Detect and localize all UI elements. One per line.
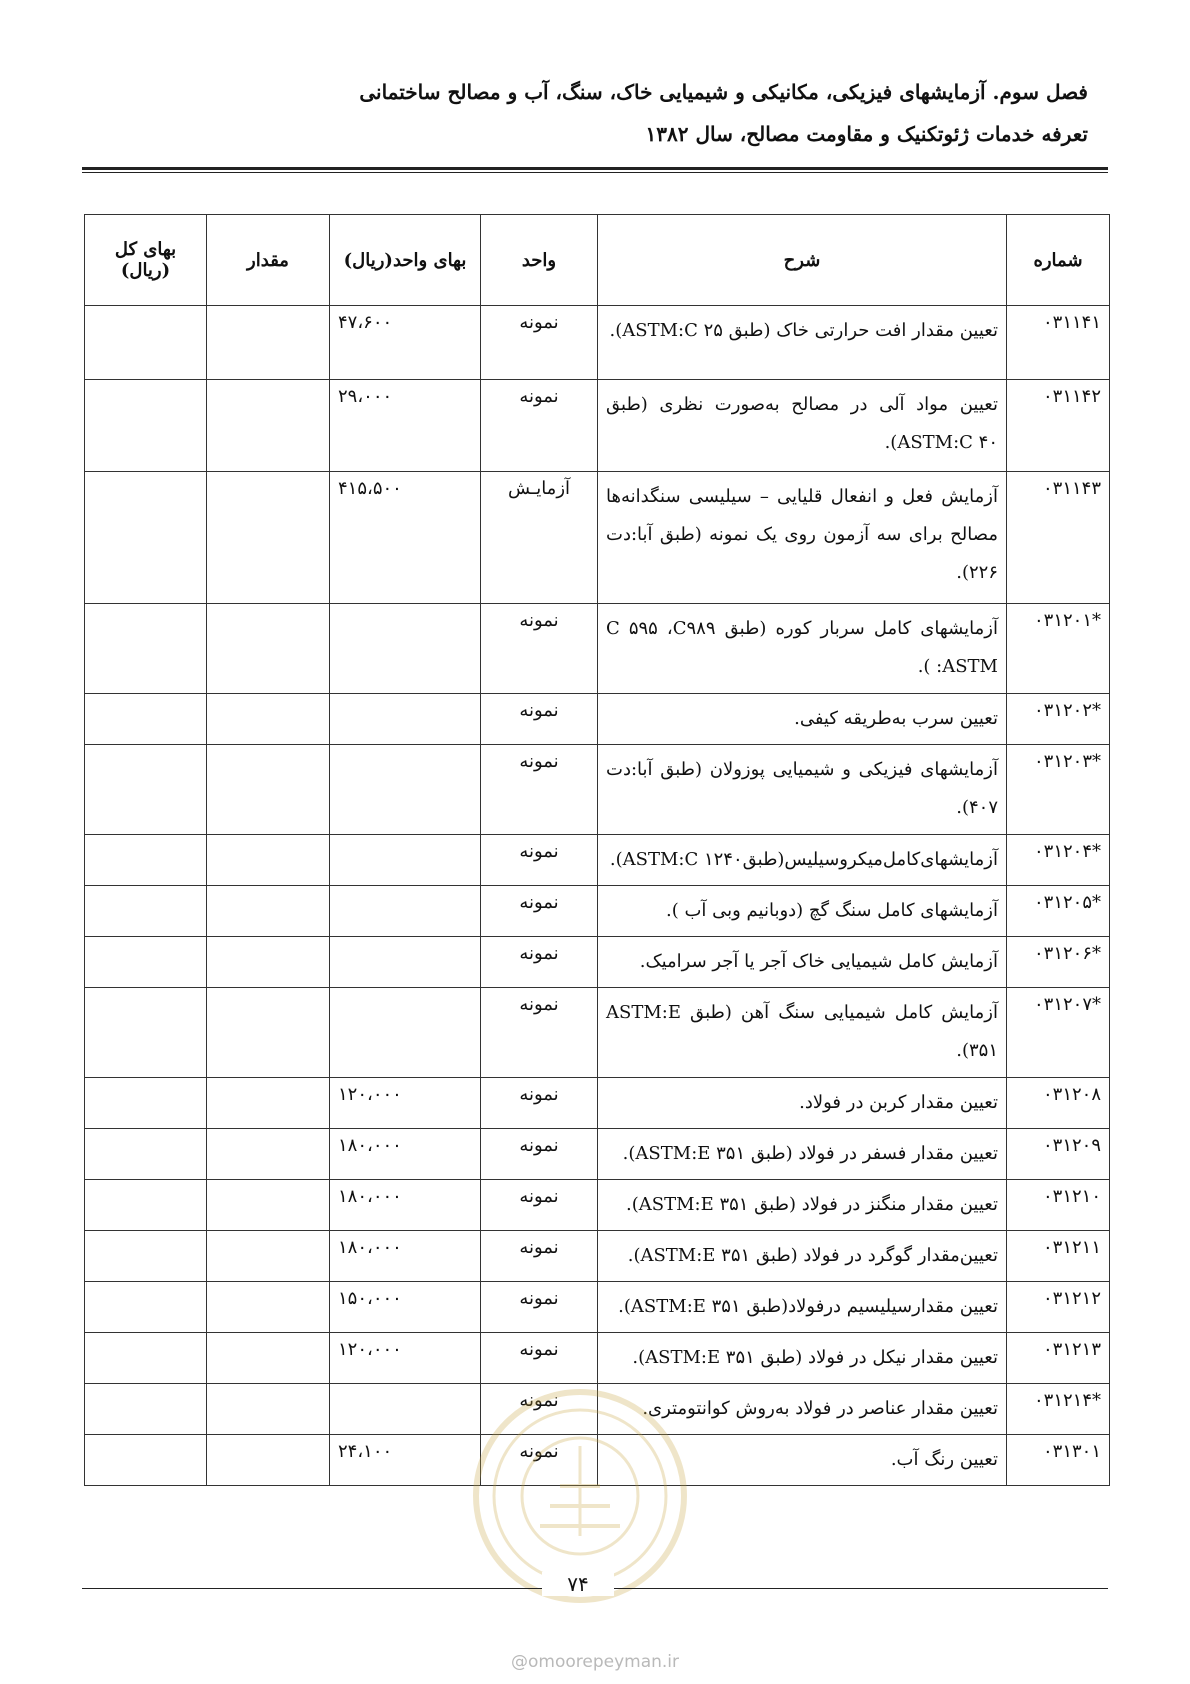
- item-quantity: [207, 604, 330, 694]
- table-row: [85, 988, 1110, 1078]
- table-row: [85, 745, 1110, 835]
- item-quantity: [207, 380, 330, 472]
- item-number: *۰۳۱۲۰۲: [1007, 694, 1110, 745]
- item-unit: نمونه: [481, 1333, 598, 1384]
- item-unit-price: ۱۵۰،۰۰۰: [330, 1282, 481, 1333]
- column-header-total-price: بهای کل (ریال): [85, 215, 207, 306]
- item-total-price: [85, 745, 207, 835]
- item-unit-price: ۱۸۰،۰۰۰: [330, 1180, 481, 1231]
- item-description: آزمایشهای‌کامل‌میکروسیلیس(طبق‌ASTM:C ۱۲۴۰).: [598, 835, 1007, 886]
- item-total-price: [85, 1129, 207, 1180]
- item-unit: نمونه: [481, 1180, 598, 1231]
- item-unit: نمونه: [481, 937, 598, 988]
- item-total-price: [85, 988, 207, 1078]
- item-unit-price: ۱۲۰،۰۰۰: [330, 1333, 481, 1384]
- item-total-price: [85, 1078, 207, 1129]
- page-header: [88, 78, 1088, 148]
- item-number: ۰۳۱۱۴۳: [1007, 472, 1110, 604]
- table-row: [85, 1231, 1110, 1282]
- column-header-description: شرح: [598, 215, 1007, 306]
- item-unit: نمونه: [481, 1384, 598, 1435]
- item-quantity: [207, 306, 330, 380]
- item-total-price: [85, 886, 207, 937]
- item-unit-price: ۱۲۰،۰۰۰: [330, 1078, 481, 1129]
- item-unit: نمونه: [481, 1282, 598, 1333]
- table-row: [85, 835, 1110, 886]
- item-total-price: [85, 380, 207, 472]
- item-quantity: [207, 1333, 330, 1384]
- item-total-price: [85, 937, 207, 988]
- table-body: [85, 306, 1110, 1486]
- item-description: تعیین مقدار منگنز در فولاد (طبق ASTM:E ۳۵۱).: [598, 1180, 1007, 1231]
- item-unit: نمونه: [481, 988, 598, 1078]
- item-description: آزمایشهای فیزیکی و شیمیایی پوزولان (طبق آبا:دت ۴۰۷).: [598, 745, 1007, 835]
- item-number: *۰۳۱۲۱۴: [1007, 1384, 1110, 1435]
- table-row: [85, 937, 1110, 988]
- item-number: ۰۳۱۳۰۱: [1007, 1435, 1110, 1486]
- item-total-price: [85, 694, 207, 745]
- item-unit-price: ۱۸۰،۰۰۰: [330, 1231, 481, 1282]
- header-rule-thick: [82, 167, 1108, 170]
- table-row: [85, 604, 1110, 694]
- item-quantity: [207, 886, 330, 937]
- item-description: تعیین سرب به‌طریقه کیفی.: [598, 694, 1007, 745]
- item-number: ۰۳۱۲۰۹: [1007, 1129, 1110, 1180]
- tariff-table: [84, 214, 1110, 1486]
- item-total-price: [85, 472, 207, 604]
- item-unit-price: ۲۹،۰۰۰: [330, 380, 481, 472]
- item-unit-price: ۱۸۰،۰۰۰: [330, 1129, 481, 1180]
- table-row: [85, 886, 1110, 937]
- item-unit: نمونه: [481, 835, 598, 886]
- item-unit-price: [330, 604, 481, 694]
- item-quantity: [207, 694, 330, 745]
- item-total-price: [85, 1282, 207, 1333]
- item-unit: نمونه: [481, 380, 598, 472]
- item-unit: نمونه: [481, 1078, 598, 1129]
- item-total-price: [85, 1231, 207, 1282]
- item-unit-price: ۴۱۵،۵۰۰: [330, 472, 481, 604]
- item-unit: نمونه: [481, 1435, 598, 1486]
- item-number: ۰۳۱۲۰۸: [1007, 1078, 1110, 1129]
- footer-rule-left: [82, 1588, 542, 1589]
- item-description: تعیین مقدار افت حرارتی خاک (طبق ASTM:C ۲۵).: [598, 306, 1007, 380]
- item-total-price: [85, 1180, 207, 1231]
- item-number: *۰۳۱۲۰۷: [1007, 988, 1110, 1078]
- table-row: [85, 306, 1110, 380]
- item-unit: نمونه: [481, 306, 598, 380]
- item-unit: نمونه: [481, 1231, 598, 1282]
- table-row: [85, 1078, 1110, 1129]
- item-description: آزمایش کامل شیمیایی سنگ آهن (طبق ASTM:E ۳۵۱).: [598, 988, 1007, 1078]
- column-header-number: شماره: [1007, 215, 1110, 306]
- item-unit-price: [330, 694, 481, 745]
- item-unit-price: [330, 988, 481, 1078]
- item-unit: آزمایـش: [481, 472, 598, 604]
- item-unit-price: ۴۷،۶۰۰: [330, 306, 481, 380]
- item-number: *۰۳۱۲۰۵: [1007, 886, 1110, 937]
- item-unit: نمونه: [481, 745, 598, 835]
- item-unit-price: [330, 937, 481, 988]
- item-unit-price: [330, 835, 481, 886]
- item-unit-price: [330, 886, 481, 937]
- item-quantity: [207, 1231, 330, 1282]
- page-number: ۷۴: [542, 1572, 614, 1596]
- item-total-price: [85, 1333, 207, 1384]
- table-row: [85, 1384, 1110, 1435]
- item-description: تعیین مقدارسیلیسیم درفولاد(طبق ASTM:E ۳۵۱).: [598, 1282, 1007, 1333]
- table-row: [85, 380, 1110, 472]
- footer-rule-right: [614, 1588, 1108, 1589]
- table-row: [85, 1333, 1110, 1384]
- item-quantity: [207, 1282, 330, 1333]
- item-quantity: [207, 1384, 330, 1435]
- item-quantity: [207, 835, 330, 886]
- item-quantity: [207, 472, 330, 604]
- column-header-unit: واحد: [481, 215, 598, 306]
- column-header-quantity: مقدار: [207, 215, 330, 306]
- item-unit-price: [330, 1384, 481, 1435]
- item-number: ۰۳۱۱۴۱: [1007, 306, 1110, 380]
- item-total-price: [85, 1435, 207, 1486]
- chapter-title: فصل سوم. آزمایشهای فیزیکی، مکانیکی و شیمیایی خاک، سنگ، آب و مصالح ساختمانی: [359, 80, 1088, 104]
- item-unit-price: ۲۴،۱۰۰: [330, 1435, 481, 1486]
- item-description: آزمایشهای کامل سربار کوره (طبق C ۵۹۵ ،C۹۸۹ ASTM: ).: [598, 604, 1007, 694]
- item-number: *۰۳۱۲۰۳: [1007, 745, 1110, 835]
- item-number: ۰۳۱۲۱۲: [1007, 1282, 1110, 1333]
- table-header-row: [85, 215, 1110, 306]
- item-description: آزمایشهای کامل سنگ گچ (دوبانیم وبی آب ).: [598, 886, 1007, 937]
- item-unit-price: [330, 745, 481, 835]
- item-number: *۰۳۱۲۰۴: [1007, 835, 1110, 886]
- item-quantity: [207, 1435, 330, 1486]
- header-rule-thin: [82, 172, 1108, 173]
- item-number: ۰۳۱۲۱۳: [1007, 1333, 1110, 1384]
- item-description: تعیین مقدار نیکل در فولاد (طبق ASTM:E ۳۵۱).: [598, 1333, 1007, 1384]
- table-row: [85, 1180, 1110, 1231]
- item-quantity: [207, 1078, 330, 1129]
- item-unit: نمونه: [481, 604, 598, 694]
- item-description: تعیین‌مقدار گوگرد در فولاد (طبق ASTM:E ۳۵۱).: [598, 1231, 1007, 1282]
- item-unit: نمونه: [481, 1129, 598, 1180]
- item-total-price: [85, 306, 207, 380]
- item-description: آزمایش کامل شیمیایی خاک آجر یا آجر سرامیک.: [598, 937, 1007, 988]
- table-row: [85, 1435, 1110, 1486]
- item-description: تعیین مواد آلی در مصالح به‌صورت نظری (طبق ASTM:C ۴۰).: [598, 380, 1007, 472]
- table-row: [85, 1129, 1110, 1180]
- item-number: ۰۳۱۲۱۰: [1007, 1180, 1110, 1231]
- item-number: *۰۳۱۲۰۱: [1007, 604, 1110, 694]
- item-total-price: [85, 835, 207, 886]
- item-description: تعیین مقدار کربن در فولاد.: [598, 1078, 1007, 1129]
- item-description: آزمایش فعل و انفعال قلیایی – سیلیسی سنگدانه‌ها مصالح برای سه آزمون روی یک نمونه (طبق آبا:دت ۲۲۶).: [598, 472, 1007, 604]
- item-quantity: [207, 1180, 330, 1231]
- item-quantity: [207, 937, 330, 988]
- table-row: [85, 472, 1110, 604]
- item-description: تعیین مقدار فسفر در فولاد (طبق ASTM:E ۳۵۱).: [598, 1129, 1007, 1180]
- item-description: تعیین رنگ آب.: [598, 1435, 1007, 1486]
- item-quantity: [207, 1129, 330, 1180]
- item-number: ۰۳۱۱۴۲: [1007, 380, 1110, 472]
- item-quantity: [207, 745, 330, 835]
- item-total-price: [85, 604, 207, 694]
- column-header-unit-price: بهای واحد(ریال): [330, 215, 481, 306]
- item-total-price: [85, 1384, 207, 1435]
- document-title: تعرفه خدمات ژئوتکنیک و مقاومت مصالح، سال ۱۳۸۲: [645, 122, 1088, 146]
- item-number: *۰۳۱۲۰۶: [1007, 937, 1110, 988]
- item-unit: نمونه: [481, 886, 598, 937]
- item-quantity: [207, 988, 330, 1078]
- watermark-site-text: @omoorepeyman.ir: [510, 1652, 680, 1672]
- item-description: تعیین مقدار عناصر در فولاد به‌روش کوانتومتری.: [598, 1384, 1007, 1435]
- table-row: [85, 1282, 1110, 1333]
- table-row: [85, 694, 1110, 745]
- item-unit: نمونه: [481, 694, 598, 745]
- item-number: ۰۳۱۲۱۱: [1007, 1231, 1110, 1282]
